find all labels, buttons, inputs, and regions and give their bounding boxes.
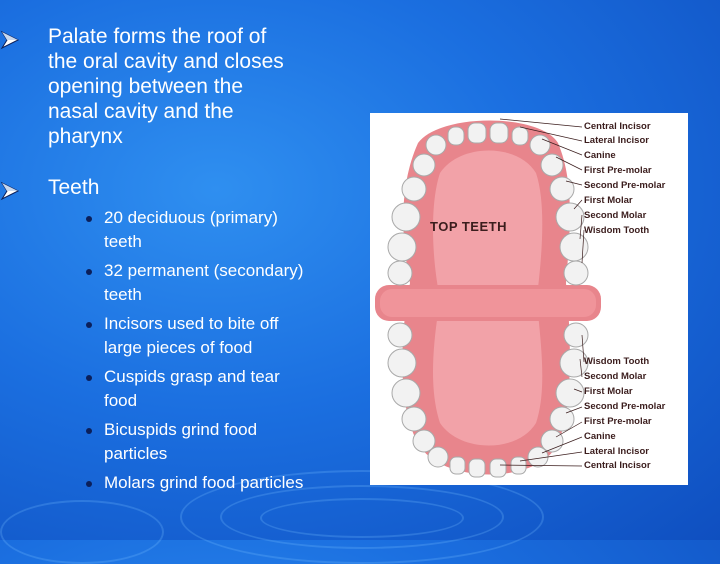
arrow-bullet-icon: [0, 30, 20, 50]
sub-bullet-text: 32 permanent (secondary) teeth: [104, 261, 304, 304]
upper-label: Central Incisor: [584, 121, 651, 132]
bullet-text: Palate forms the roof of the oral cavity and closes opening between the nasal cavity and the pharynx: [48, 25, 284, 148]
lower-label: First Molar: [584, 386, 633, 397]
lower-label: Canine: [584, 431, 616, 442]
lower-label: Lateral Incisor: [584, 446, 649, 457]
lower-label: First Pre-molar: [584, 416, 652, 427]
arrow-bullet-icon: [0, 181, 20, 201]
teeth-diagram: [370, 113, 688, 485]
dot-bullet-icon: [86, 428, 92, 434]
background-ripple: [0, 500, 164, 564]
upper-label: Second Molar: [584, 210, 647, 221]
sub-bullet-text: Cuspids grasp and tear food: [104, 367, 280, 410]
sub-bullet-text: Incisors used to bite off large pieces of food: [104, 314, 279, 357]
upper-label: Wisdom Tooth: [584, 225, 650, 236]
upper-label: Canine: [584, 150, 616, 161]
upper-label: Second Pre-molar: [584, 180, 666, 191]
dot-bullet-icon: [86, 322, 92, 328]
dot-bullet-icon: [86, 269, 92, 275]
top-teeth-label: TOP TEETH: [430, 219, 507, 234]
lower-label: Second Molar: [584, 371, 647, 382]
lower-palate: [433, 313, 542, 446]
upper-label: Lateral Incisor: [584, 135, 649, 146]
upper-label: First Molar: [584, 195, 633, 206]
bullet-text: Teeth: [48, 176, 100, 199]
lower-label: Wisdom Tooth: [584, 356, 650, 367]
background-ripple: [260, 498, 464, 538]
sub-bullet-text: Bicuspids grind food particles: [104, 420, 258, 463]
upper-label: First Pre-molar: [584, 165, 652, 176]
dot-bullet-icon: [86, 481, 92, 487]
lower-label: Central Incisor: [584, 460, 651, 471]
dot-bullet-icon: [86, 375, 92, 381]
sub-bullet-text: Molars grind food particles: [104, 473, 304, 492]
sub-bullet-text: 20 deciduous (primary) teeth: [104, 208, 278, 251]
dot-bullet-icon: [86, 216, 92, 222]
lower-label: Second Pre-molar: [584, 401, 666, 412]
